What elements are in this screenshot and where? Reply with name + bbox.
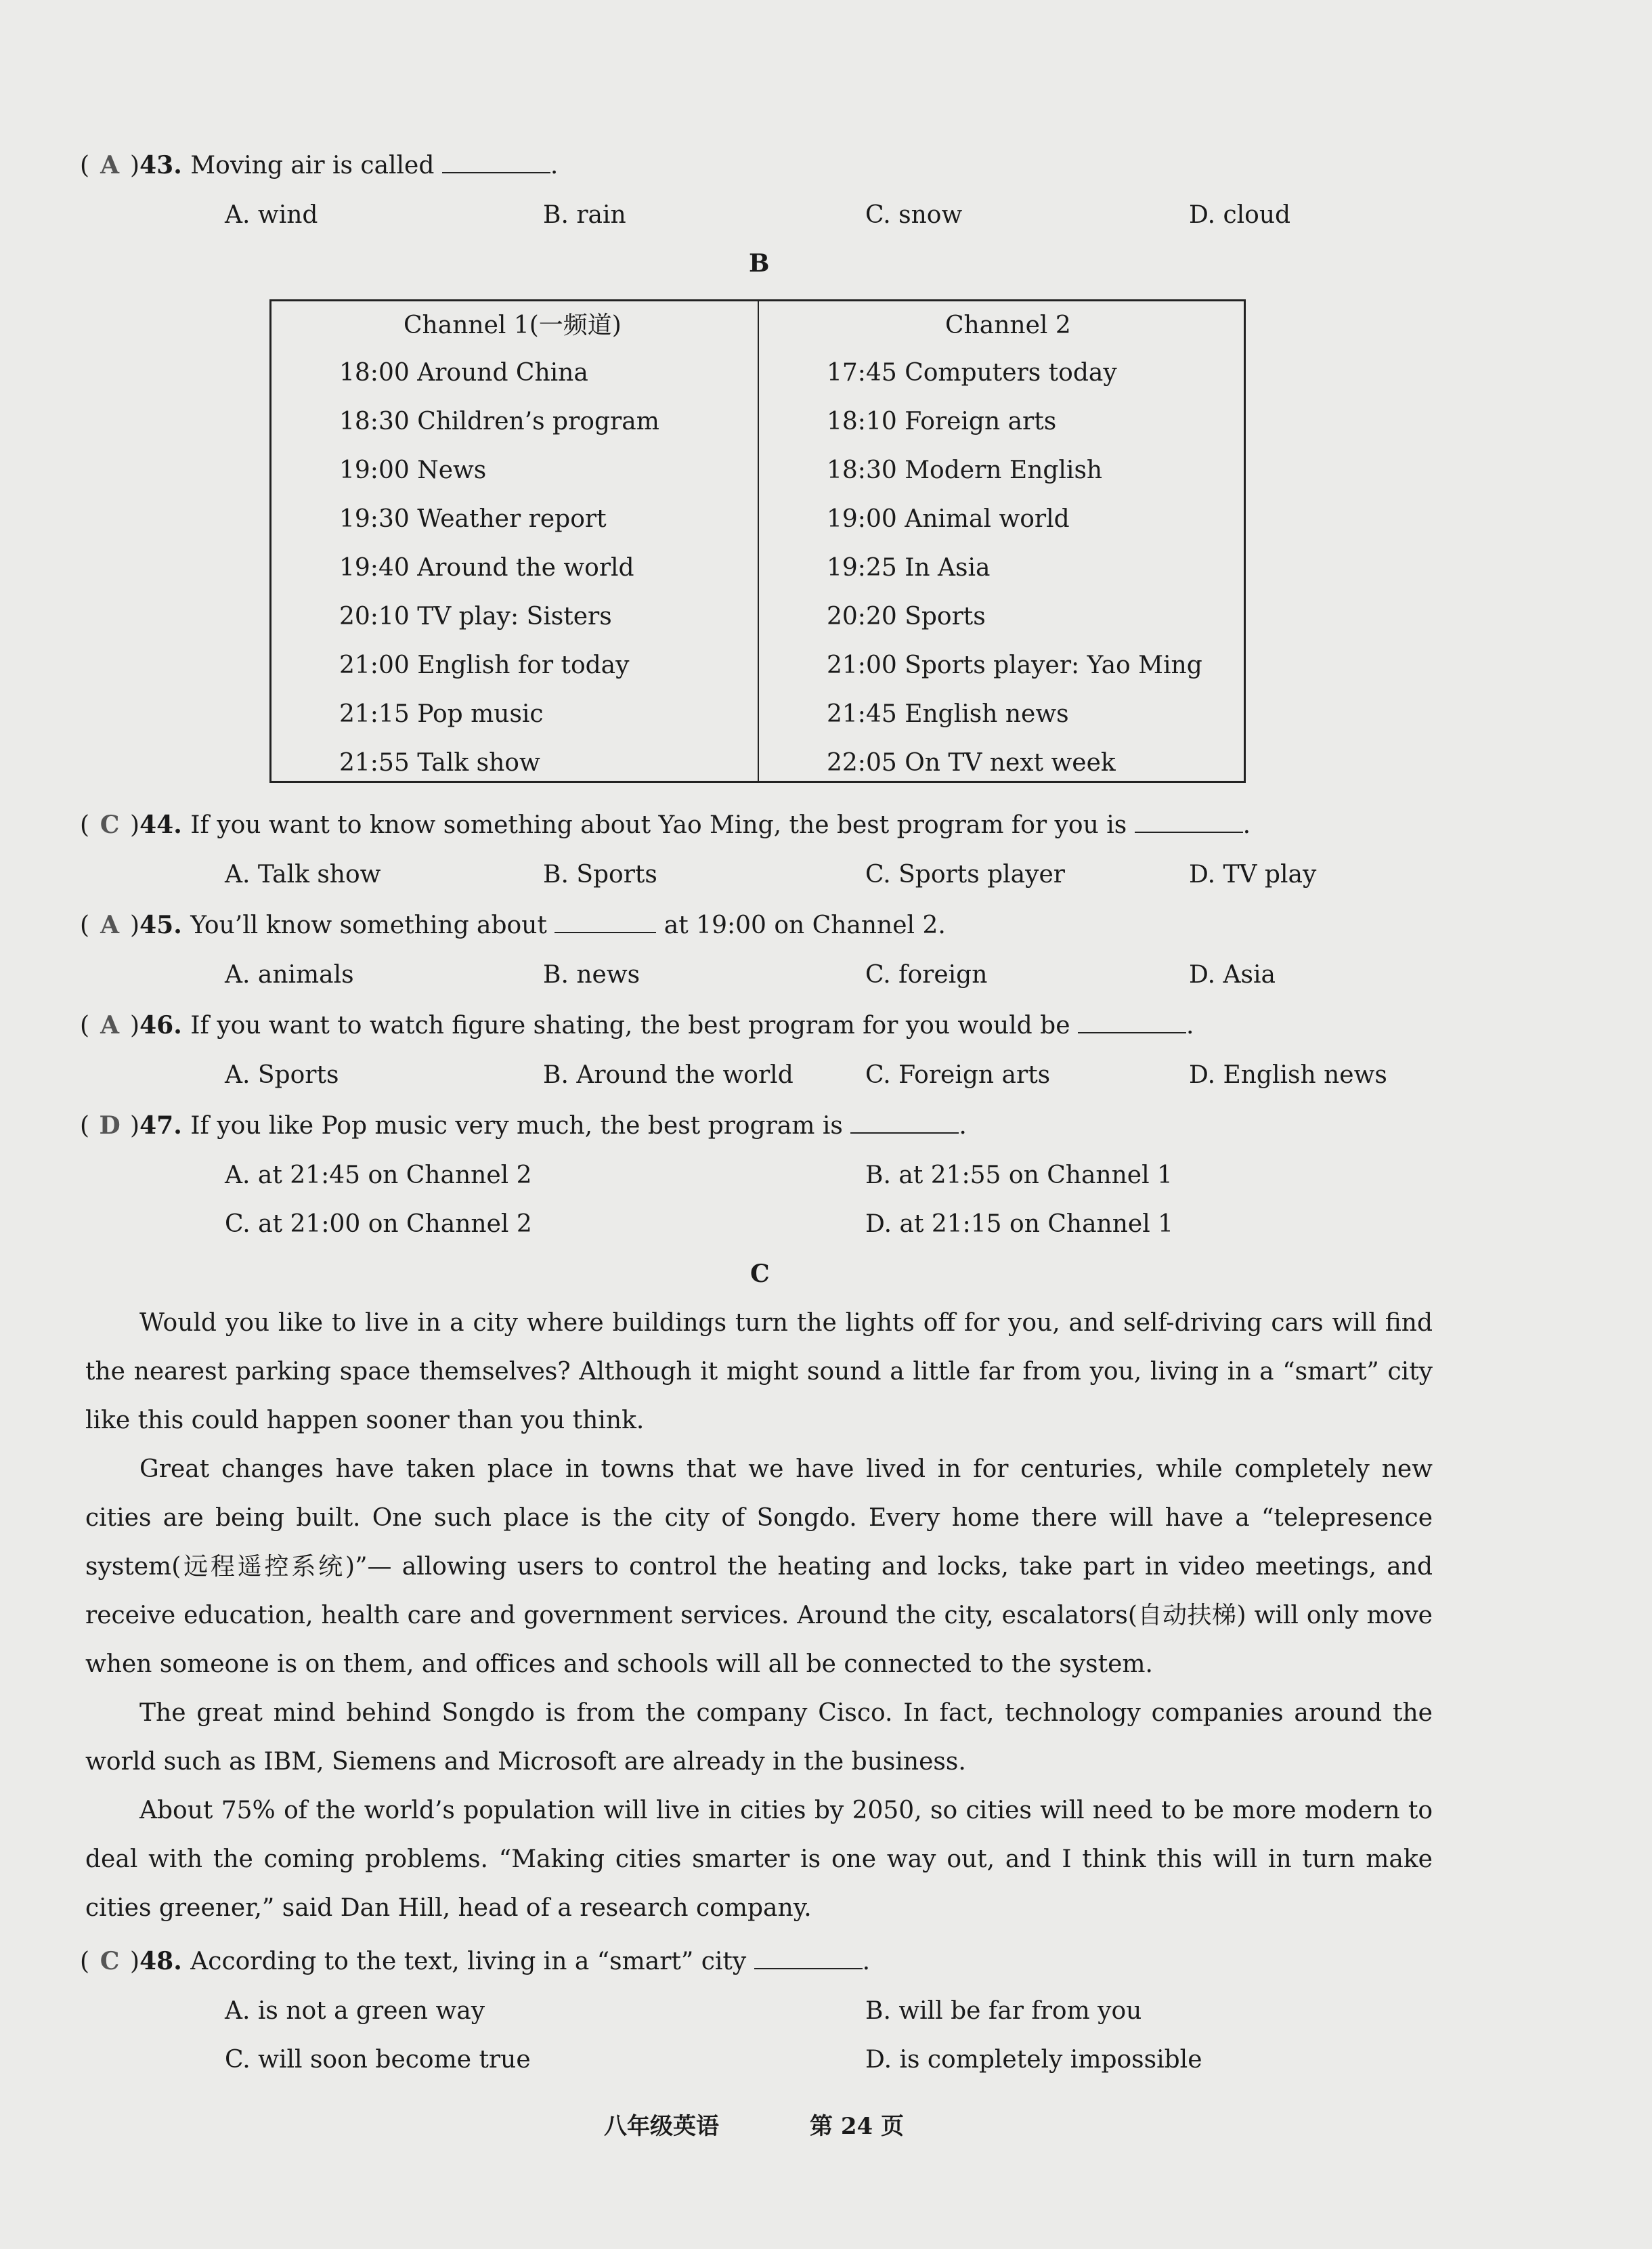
question-number: 44 bbox=[139, 811, 174, 839]
option-c: C. Sports player bbox=[865, 861, 1065, 888]
channel-2-item: 21:00 Sports player: Yao Ming bbox=[827, 651, 1202, 679]
option-b: B. news bbox=[543, 961, 640, 989]
question-stem-end: at 19:00 on Channel 2. bbox=[664, 912, 946, 939]
question-stem: If you want to know something about Yao Ming, the best program for you is bbox=[190, 811, 1127, 839]
option-d: D. is completely impossible bbox=[865, 2046, 1202, 2074]
option-a: A. animals bbox=[225, 961, 354, 989]
option-c: C. Foreign arts bbox=[865, 1061, 1051, 1089]
question-44: ( C )44. If you want to know something about Yao Ming, the best program for you is . bbox=[80, 811, 1251, 839]
option-a: A. is not a green way bbox=[225, 1997, 485, 2025]
question-48: ( C )48. According to the text, living in a “smart” city . bbox=[80, 1947, 871, 1975]
question-43: ( A )43. Moving air is called . bbox=[80, 151, 559, 179]
channel-2-item: 18:30 Modern English bbox=[827, 456, 1103, 484]
question-stem: If you like Pop music very much, the best program is bbox=[190, 1112, 843, 1140]
question-number: 47 bbox=[139, 1111, 174, 1140]
answer-mark: C bbox=[100, 1947, 120, 1975]
channel-1-item: 19:30 Weather report bbox=[339, 505, 607, 533]
channel-2-item: 19:25 In Asia bbox=[827, 554, 991, 582]
channel-1-item: 19:00 News bbox=[339, 456, 487, 484]
channel-1-item: 21:15 Pop music bbox=[339, 700, 544, 728]
section-b-heading: B bbox=[749, 249, 770, 278]
question-number: 46 bbox=[139, 1011, 174, 1040]
table-divider bbox=[758, 301, 759, 781]
passage-paragraph: The great mind behind Songdo is from the company Cisco. In fact, technology companies around the world such as IBM, Siemens and Microsoft are already in the business. bbox=[85, 1699, 1433, 1776]
footer-page-number: 第 24 页 bbox=[810, 2113, 904, 2140]
option-d: D. English news bbox=[1189, 1061, 1387, 1089]
answer-blank bbox=[442, 152, 550, 173]
answer-blank bbox=[754, 1948, 863, 1969]
option-d: D. cloud bbox=[1189, 201, 1291, 229]
option-c: C. foreign bbox=[865, 961, 988, 989]
option-b: B. Around the world bbox=[543, 1061, 794, 1089]
channel-1-item: 18:30 Children’s program bbox=[339, 408, 659, 435]
answer-blank bbox=[1078, 1012, 1186, 1033]
question-number: 43 bbox=[139, 151, 174, 179]
channel-2-item: 20:20 Sports bbox=[827, 603, 986, 630]
channel-2-item: 18:10 Foreign arts bbox=[827, 408, 1057, 435]
answer-mark: A bbox=[100, 911, 120, 939]
answer-blank bbox=[850, 1112, 959, 1134]
option-a: A. at 21:45 on Channel 2 bbox=[225, 1161, 532, 1189]
footer-subject: 八年级英语 bbox=[604, 2113, 719, 2140]
channel-2-item: 21:45 English news bbox=[827, 700, 1069, 728]
channel-2-item: 17:45 Computers today bbox=[827, 359, 1117, 387]
option-d: D. Asia bbox=[1189, 961, 1276, 989]
question-stem: If you want to watch figure shating, the best program for you would be bbox=[190, 1012, 1070, 1040]
answer-mark: A bbox=[100, 151, 120, 179]
option-a: A. Talk show bbox=[225, 861, 381, 888]
answer-mark: D bbox=[99, 1111, 121, 1140]
option-c: C. at 21:00 on Channel 2 bbox=[225, 1210, 532, 1238]
question-number: 48 bbox=[139, 1947, 174, 1975]
question-46: ( A )46. If you want to watch figure shating, the best program for you would be . bbox=[80, 1011, 1194, 1040]
channel-1-item: 20:10 TV play: Sisters bbox=[339, 603, 612, 630]
answer-blank bbox=[555, 912, 656, 933]
channel-2-header: Channel 2 bbox=[945, 312, 1071, 339]
passage-paragraph: About 75% of the world’s population will live in cities by 2050, so cities will need to be more modern to deal with the coming problems. “Making cities smarter is one way out, and I think this will in turn make cities greener,” said Dan Hill, head of a research company. bbox=[85, 1797, 1433, 1922]
passage-paragraph: Great changes have taken place in towns that we have lived in for centuries, while completely new cities are being built. One such place is the city of Songdo. Every home there will have a “telepresence system(远程遥控系统)”— allowing users to control the heating and locks, take part in video meetings, and receive education, health care and government services. Around the city, escalators(自动扶梯) will only move when someone is on them, and offices and schools will all be connected to the system. bbox=[85, 1455, 1433, 1678]
channel-1-header: Channel 1(一频道) bbox=[404, 312, 622, 339]
option-b: B. rain bbox=[543, 201, 626, 229]
option-d: D. TV play bbox=[1189, 861, 1317, 888]
option-c: C. snow bbox=[865, 201, 963, 229]
channel-1-item: 19:40 Around the world bbox=[339, 554, 634, 582]
question-stem: According to the text, living in a “smart” city bbox=[190, 1948, 747, 1975]
question-47: ( D )47. If you like Pop music very much, the best program is . bbox=[80, 1111, 967, 1140]
channel-1-item: 21:55 Talk show bbox=[339, 749, 540, 777]
question-stem: You’ll know something about bbox=[190, 912, 547, 939]
tv-schedule-table bbox=[269, 299, 1246, 783]
question-45: ( A )45. You’ll know something about at 19:00 on Channel 2. bbox=[80, 911, 946, 939]
option-d: D. at 21:15 on Channel 1 bbox=[865, 1210, 1174, 1238]
channel-2-item: 22:05 On TV next week bbox=[827, 749, 1116, 777]
channel-2-item: 19:00 Animal world bbox=[827, 505, 1070, 533]
option-b: B. Sports bbox=[543, 861, 657, 888]
option-b: B. will be far from you bbox=[865, 1997, 1142, 2025]
passage-paragraph: Would you like to live in a city where buildings turn the lights off for you, and self-driving cars will find the nearest parking space themselves? Although it might sound a little far from you, living in a “smart” city like this could happen sooner than you think. bbox=[85, 1309, 1433, 1434]
question-stem: Moving air is called bbox=[190, 152, 435, 179]
option-c: C. will soon become true bbox=[225, 2046, 531, 2074]
option-b: B. at 21:55 on Channel 1 bbox=[865, 1161, 1173, 1189]
channel-1-item: 18:00 Around China bbox=[339, 359, 588, 387]
section-c-heading: C bbox=[750, 1260, 770, 1288]
option-a: A. Sports bbox=[225, 1061, 339, 1089]
answer-mark: C bbox=[100, 811, 120, 839]
channel-1-item: 21:00 English for today bbox=[339, 651, 630, 679]
option-a: A. wind bbox=[225, 201, 318, 229]
question-number: 45 bbox=[139, 911, 174, 939]
answer-mark: A bbox=[100, 1011, 120, 1040]
answer-blank bbox=[1135, 811, 1243, 833]
